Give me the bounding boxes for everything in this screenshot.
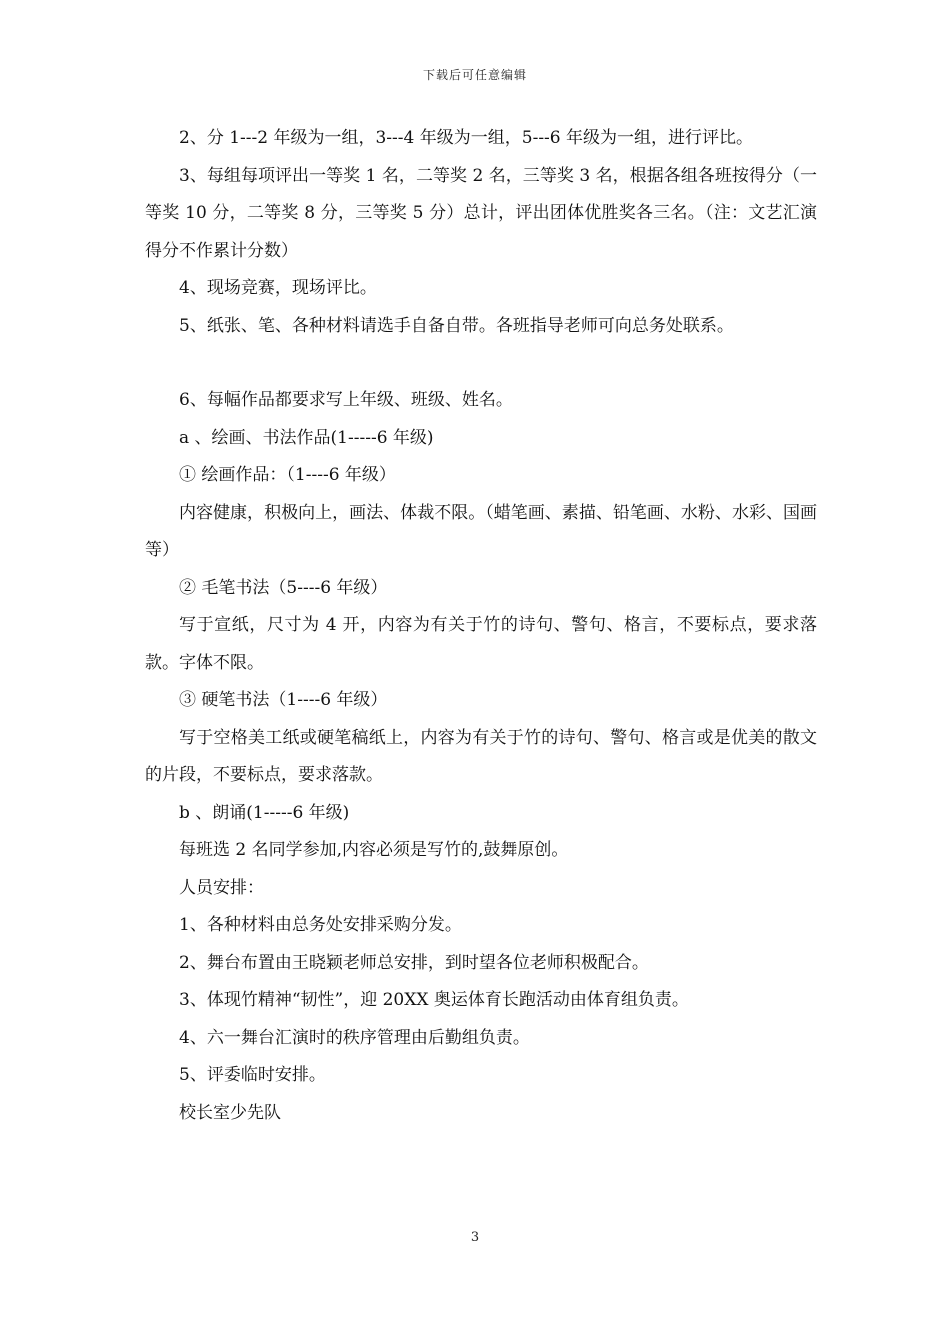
paragraph-4-onsite: 4、现场竞赛，现场评比。 [179, 278, 377, 298]
item-brush-title: ② 毛笔书法（5----6 年级） [179, 577, 388, 598]
item-painting-desc: 内容健康，积极向上，画法、体裁不限。（蜡笔画、素描、铅笔画、水粉、水彩、国画等） [145, 502, 817, 560]
staffing-heading: 人员安排： [179, 877, 264, 898]
item-painting-title: ① 绘画作品：（1----6 年级） [179, 465, 396, 485]
staffing-item-4: 4、六一舞台汇演时的秩序管理由后勤组负责。 [179, 1027, 530, 1048]
section-a-title: a 、绘画、书法作品(1-----6 年级) [179, 427, 434, 448]
page-header: 下载后可任意编辑 [422, 68, 527, 82]
section-b-title: b 、朗诵(1-----6 年级) [179, 802, 350, 823]
paragraph-gap [145, 345, 817, 382]
signature: 校长室少先队 [179, 1102, 281, 1123]
paragraph-6-labeling: 6、每幅作品都要求写上年级、班级、姓名。 [179, 390, 513, 410]
staffing-item-3: 3、体现竹精神“韧性”，迎 20XX 奥运体育长跑活动由体育组负责。 [179, 990, 689, 1010]
staffing-item-1: 1、各种材料由总务处安排采购分发。 [179, 915, 462, 935]
document-body [145, 120, 817, 1132]
paragraph-3-awards: 3、每组每项评出一等奖 1 名，二等奖 2 名，三等奖 3 名，根据各组各班按得分（一等奖 10 分，二等奖 8 分，三等奖 5 分）总计，评出团体优胜奖各三名。（注：文艺汇演得分不作累计分数） [145, 165, 817, 261]
item-pen-title: ③ 硬笔书法（1----6 年级） [179, 690, 388, 710]
item-pen-desc: 写于空格美工纸或硬笔稿纸上，内容为有关于竹的诗句、警句、格言或是优美的散文的片段，不要标点，要求落款。 [145, 727, 817, 785]
item-brush-desc: 写于宣纸，尺寸为 4 开，内容为有关于竹的诗句、警句、格言，不要标点，要求落款。字体不限。 [145, 615, 817, 673]
staffing-item-2: 2、舞台布置由王晓颖老师总安排，到时望各位老师积极配合。 [179, 952, 649, 973]
paragraph-5-materials: 5、纸张、笔、各种材料请选手自备自带。各班指导老师可向总务处联系。 [179, 315, 734, 336]
recitation-desc: 每班选 2 名同学参加,内容必须是写竹的,鼓舞原创。 [179, 840, 569, 860]
staffing-item-5: 5、评委临时安排。 [179, 1065, 326, 1085]
page-number: 3 [470, 1230, 480, 1245]
paragraph-2-grouping: 2、分 1---2 年级为一组，3---4 年级为一组，5---6 年级为一组，进行评比。 [179, 128, 754, 148]
